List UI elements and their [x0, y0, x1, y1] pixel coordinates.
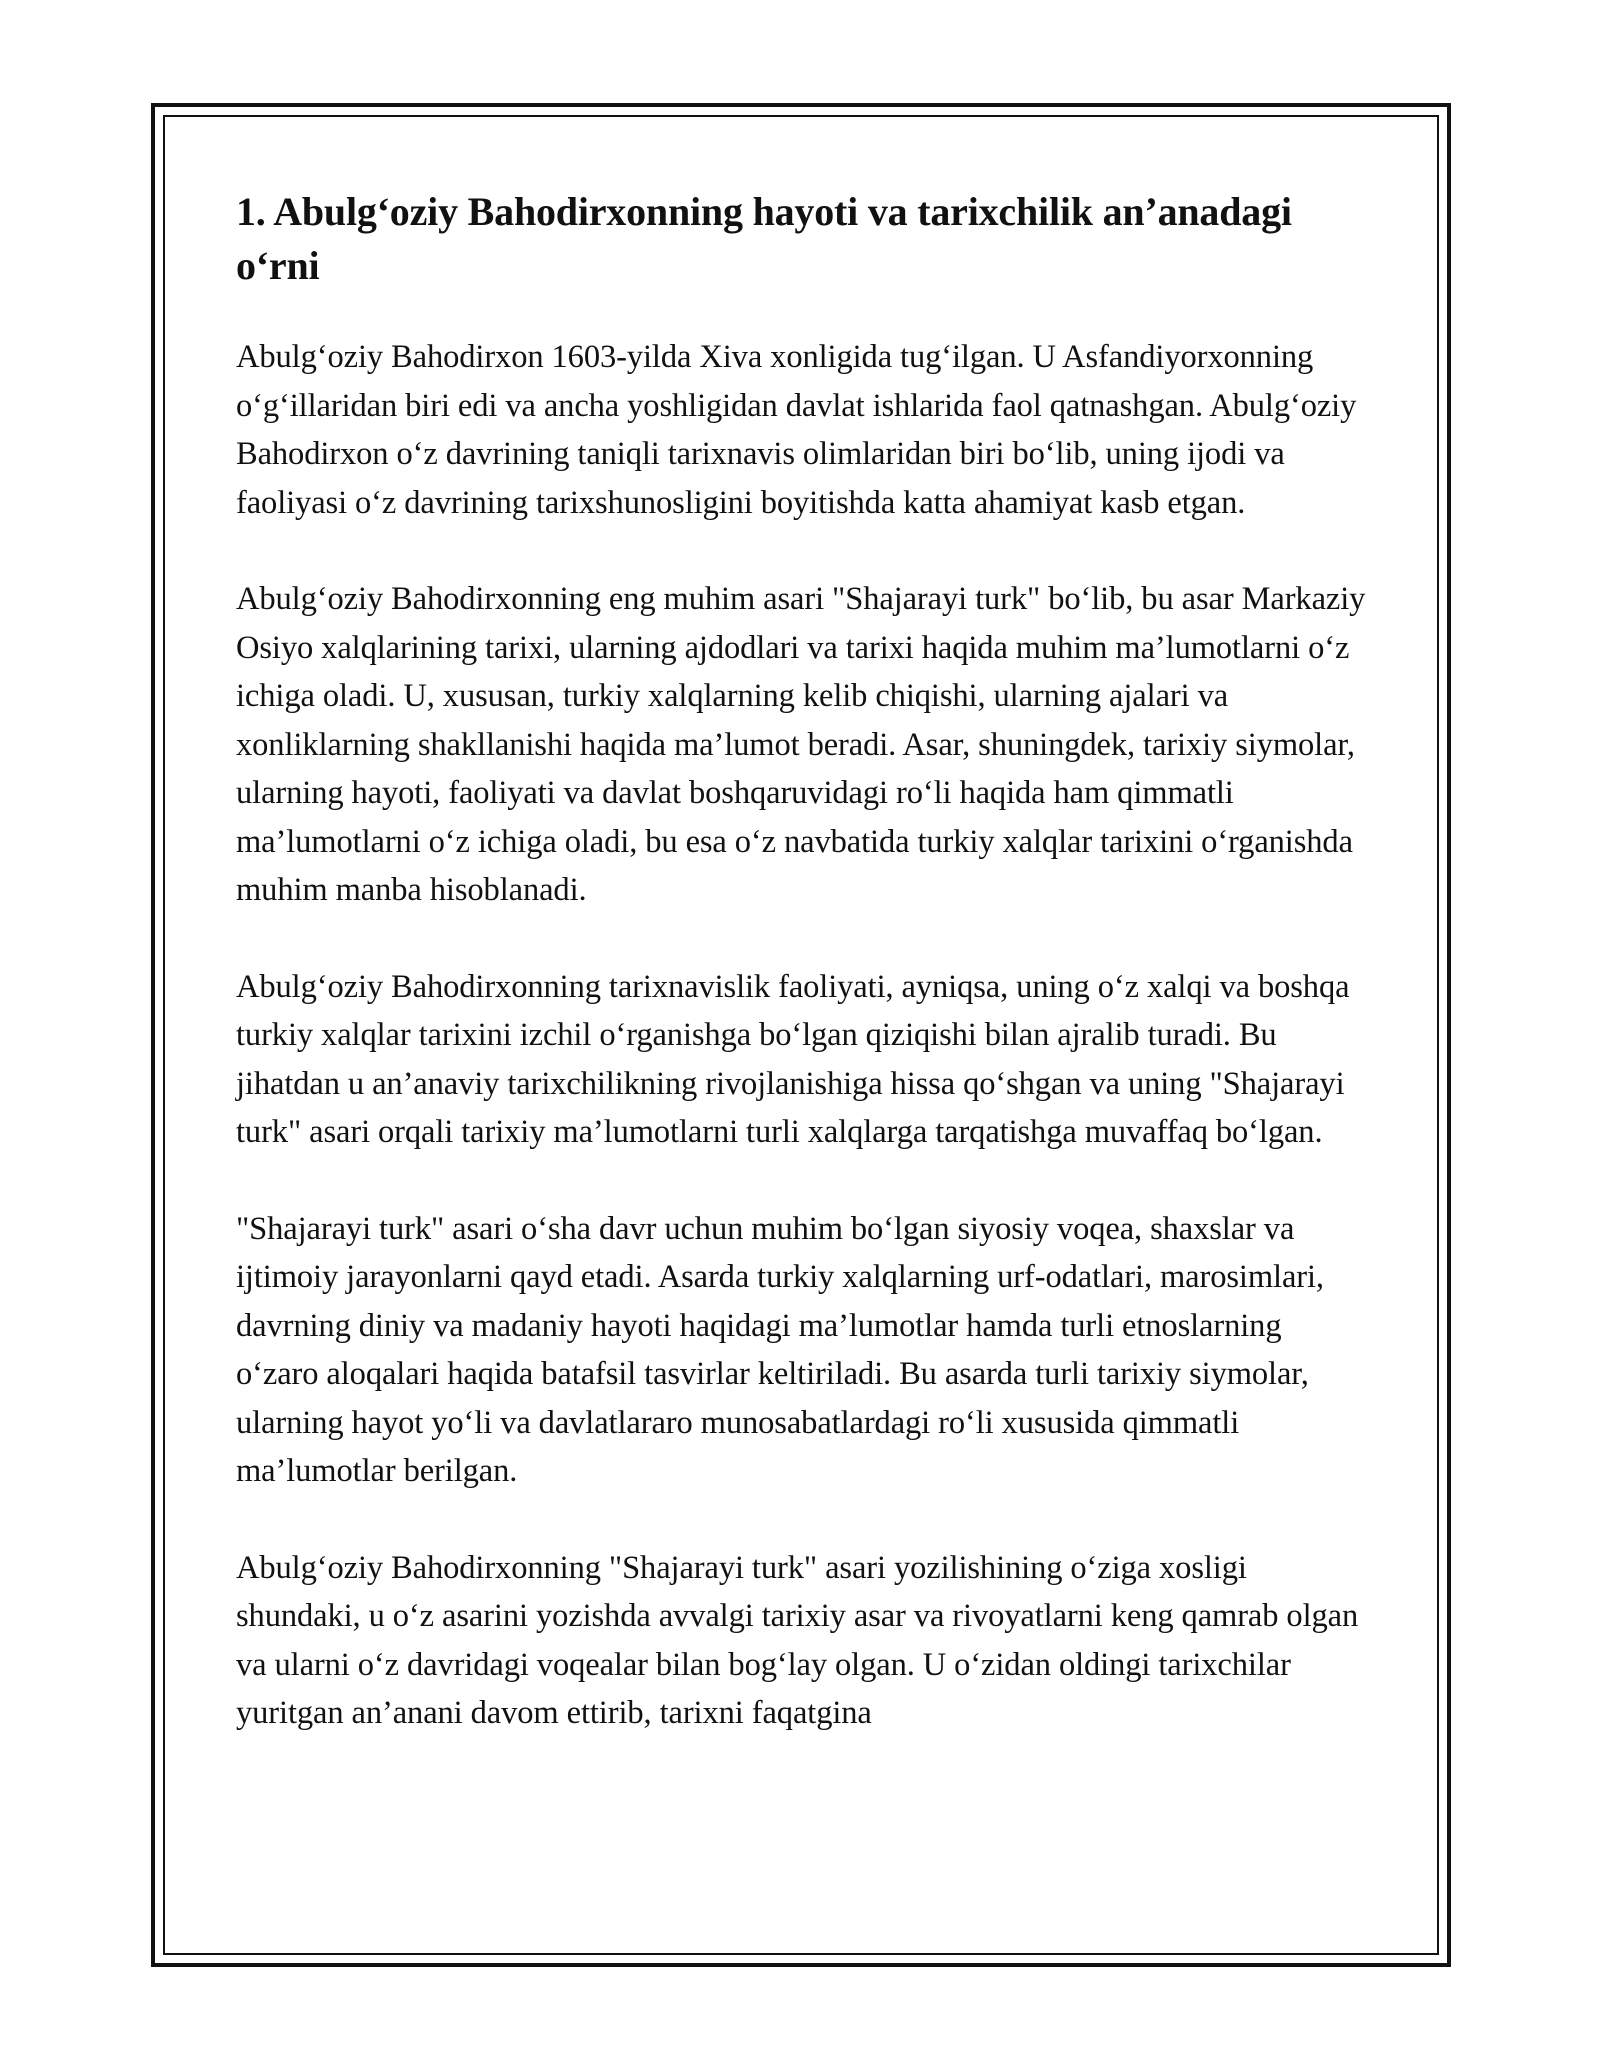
- section-heading: 1. Abulg‘oziy Bahodirxonning hayoti va tarixchilik an’anadagi o‘rni: [236, 189, 1292, 288]
- paragraph-3: Abulg‘oziy Bahodirxonning tarixnavislik faoliyati, ayniqsa, uning o‘z xalqi va boshqa turkiy xalqlar tarixini izchil o‘rganishga bo‘lgan qiziqishi bilan ajralib turadi. Bu jihatdan u an’anaviy tarixchilikning rivojlanishiga hissa qo‘shgan va uning "Shajarayi turk" asari orqali tarixiy ma’lumotlarni turli xalqlarga tarqatishga muvaffaq bo‘lgan.: [236, 968, 1350, 1150]
- paragraph-5: Abulg‘oziy Bahodirxonning "Shajarayi turk" asari yozilishining o‘ziga xosligi shundaki, u o‘z asarini yozishda avvalgi tarixiy asar va rivoyatlarni keng qamrab olgan va ularni o‘z davridagi voqealar bilan bog‘lay olgan. U o‘zidan oldingi tarixchilar yuritgan an’anani davom ettirib, tarixni faqatgina: [236, 1549, 1359, 1731]
- paragraph-1: Abulg‘oziy Bahodirxon 1603-yilda Xiva xonligida tug‘ilgan. U Asfandiyorxonning o‘g‘illaridan biri edi va ancha yoshligidan davlat ishlarida faol qatnashgan. Abulg‘oziy Bahodirxon o‘z davrining taniqli tarixnavis olimlaridan biri bo‘lib, uning ijodi va faoliyasi o‘z davrining tarixshunosligini boyitishda katta ahamiyat kasb etgan.: [236, 339, 1357, 521]
- paragraph-2: Abulg‘oziy Bahodirxonning eng muhim asari "Shajarayi turk" bo‘lib, bu asar Markaziy Osiyo xalqlarining tarixi, ularning ajdodlari va tarixi haqida muhim ma’lumotlarni o‘z ichiga oladi. U, xususan, turkiy xalqlarning kelib chiqishi, ularning ajalari va xonliklarning shakllanishi haqida ma’lumot beradi. Asar, shuningdek, tarixiy siymolar, ularning hayoti, faoliyati va davlat boshqaruvidagi ro‘li haqida ham qimmatli ma’lumotlarni o‘z ichiga oladi, bu esa o‘z navbatida turkiy xalqlar tarixini o‘rganishda muhim manba hisoblanadi.: [236, 581, 1366, 908]
- document-body: [236, 185, 1370, 1786]
- paragraph-4: "Shajarayi turk" asari o‘sha davr uchun muhim bo‘lgan siyosiy voqea, shaxslar va ijtimoiy jarayonlarni qayd etadi. Asarda turkiy xalqlarning urf-odatlari, marosimlari, davrning diniy va madaniy hayoti haqidagi ma’lumotlar hamda turli etnoslarning o‘zaro aloqalari haqida batafsil tasvirlar keltiriladi. Bu asarda turli tarixiy siymolar, ularning hayot yo‘li va davlatlararo munosabatlardagi ro‘li xususida qimmatli ma’lumotlar berilgan.: [236, 1210, 1324, 1489]
